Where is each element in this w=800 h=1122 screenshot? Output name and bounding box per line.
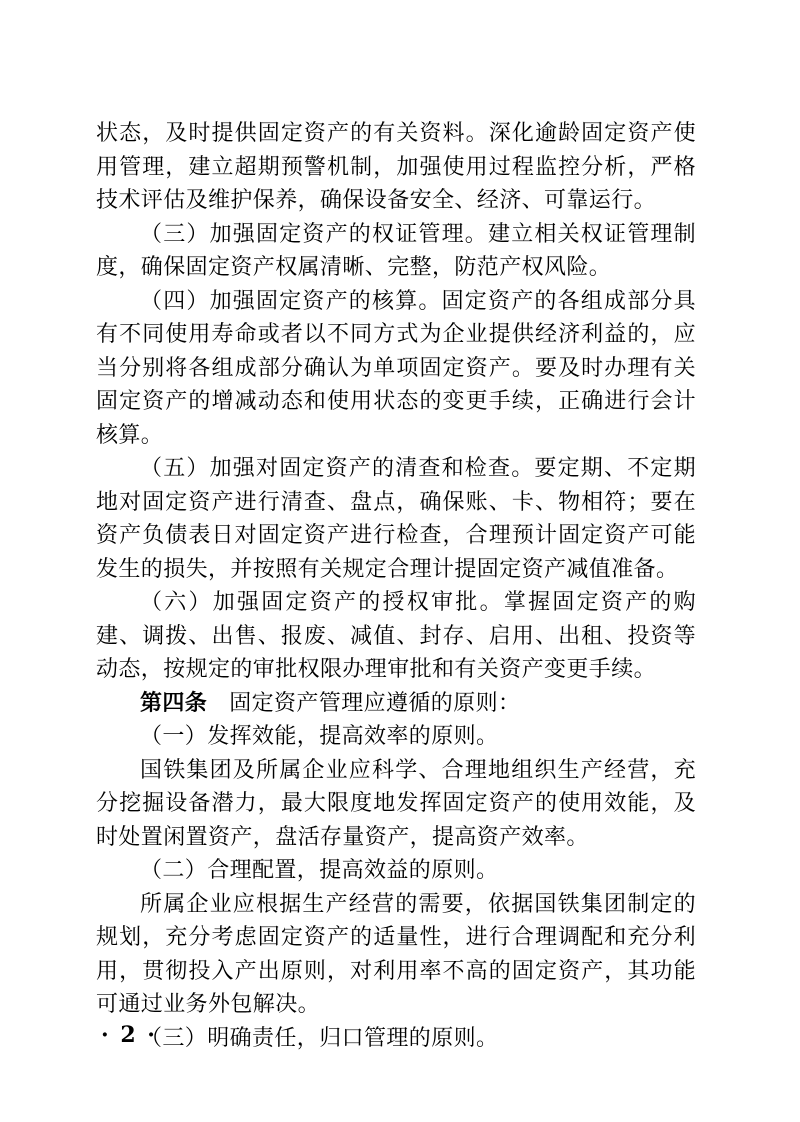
article-label: 第四条 bbox=[140, 689, 208, 716]
paragraph-item-5: （五）加强对固定资产的清查和检查。要定期、不定期地对固定资产进行清查、盘点，确保账、卡、物相符；要在资产负债表日对固定资产进行检查，合理预计固定资产可能发生的损失，并按照有关规定合理计提固定资产减值准备。 bbox=[96, 456, 696, 582]
document-body bbox=[96, 117, 696, 1055]
paragraph-item-6: （六）加强固定资产的授权审批。掌握固定资产的购建、调拨、出售、报废、减值、封存、启用、出租、投资等动态，按规定的审批权限办理审批和有关资产变更手续。 bbox=[96, 590, 696, 682]
page-number: · 2 · bbox=[101, 1022, 157, 1048]
paragraph-item-4: （四）加强固定资产的核算。固定资产的各组成部分具有不同使用寿命或者以不同方式为企业提供经济利益的，应当分别将各组成部分确认为单项固定资产。要及时办理有关固定资产的增减动态和使用状态的变更手续，正确进行会计核算。 bbox=[96, 288, 696, 448]
paragraph-continuation: 状态，及时提供固定资产的有关资料。深化逾龄固定资产使用管理，建立超期预警机制，加强使用过程监控分析，严格技术评估及维护保养，确保设备安全、经济、可靠运行。 bbox=[96, 121, 696, 213]
principle-2-body: 所属企业应根据生产经营的需要，依据国铁集团制定的规划，充分考虑固定资产的适量性，进行合理调配和充分利用，贯彻投入产出原则，对利用率不高的固定资产，其功能可通过业务外包解决。 bbox=[96, 891, 696, 1017]
principle-1-body: 国铁集团及所属企业应科学、合理地组织生产经营，充分挖掘设备潜力，最大限度地发挥固定资产的使用效能，及时处置闲置资产，盘活存量资产，提高资产效率。 bbox=[96, 757, 696, 850]
article-heading bbox=[96, 687, 696, 721]
paragraph-item-3: （三）加强固定资产的权证管理。建立相关权证管理制度，确保固定资产权属清晰、完整，防范产权风险。 bbox=[96, 221, 696, 280]
principle-3-heading: （三）明确责任，归口管理的原则。 bbox=[140, 1025, 499, 1051]
article-text: 固定资产管理应遵循的原则： bbox=[229, 690, 521, 716]
principle-1-heading: （一）发挥效能，提高效率的原则。 bbox=[140, 724, 499, 749]
principle-2-heading: （二）合理配置，提高效益的原则。 bbox=[140, 858, 499, 883]
